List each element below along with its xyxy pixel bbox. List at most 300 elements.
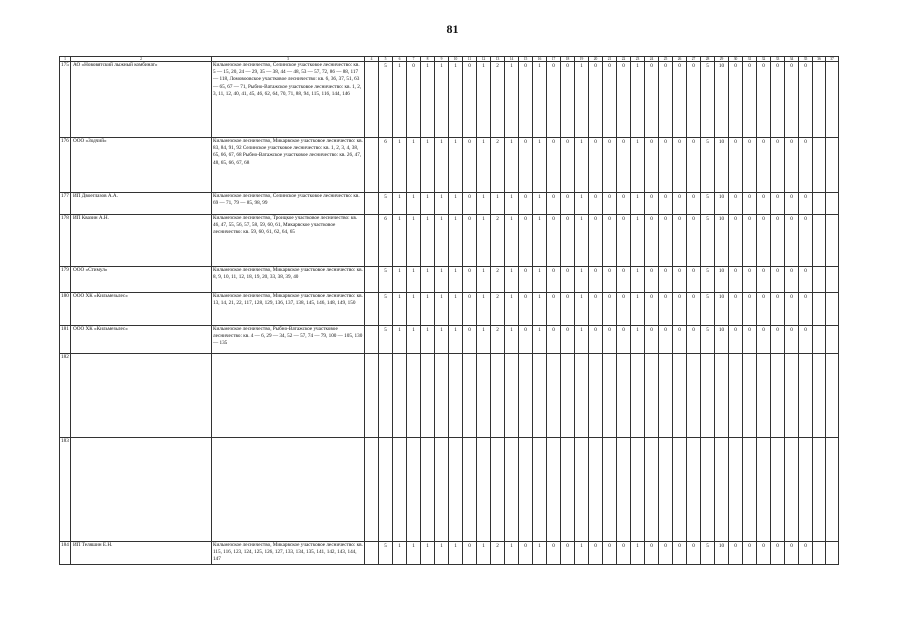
column-header: 25: [659, 57, 673, 62]
value-text: 0: [664, 194, 667, 200]
value-text: 0: [622, 194, 625, 200]
value-cell: [603, 293, 617, 326]
value-text: 0: [734, 294, 737, 300]
value-cell: [771, 138, 785, 193]
value-text: 1: [636, 543, 639, 549]
value-cell: [491, 542, 505, 565]
value-text: 0: [524, 294, 527, 300]
value-cell: [519, 326, 533, 354]
value-text: 1: [398, 194, 401, 200]
value-text: 0: [692, 327, 695, 333]
value-text: 0: [650, 543, 653, 549]
value-text: 5: [384, 268, 387, 274]
value-text: 0: [776, 139, 779, 145]
value-cell: [449, 438, 463, 542]
value-cell: [757, 267, 771, 293]
value-text: 1: [538, 194, 541, 200]
value-text: 0: [566, 194, 569, 200]
value-cell: [519, 438, 533, 542]
value-text: 1: [636, 139, 639, 145]
column-header: 34: [785, 57, 799, 62]
value-cell: [715, 354, 729, 438]
value-cell: [449, 293, 463, 326]
value-cell: [771, 354, 785, 438]
value-text: 0: [762, 139, 765, 145]
value-text: 1: [426, 63, 429, 69]
registry-table: [59, 56, 839, 565]
value-text: 0: [552, 327, 555, 333]
value-text: 1: [580, 216, 583, 222]
value-text: 0: [468, 216, 471, 222]
value-cell: [701, 542, 715, 565]
value-text: 6: [384, 139, 387, 145]
value-cell: [771, 215, 785, 267]
value-text: 1: [636, 294, 639, 300]
value-text: 1: [580, 63, 583, 69]
value-cell: [463, 293, 477, 326]
value-cell: [533, 438, 547, 542]
value-text: 1: [454, 139, 457, 145]
value-text: 2: [496, 294, 499, 300]
value-text: 0: [650, 139, 653, 145]
value-text: 5: [706, 294, 709, 300]
value-text: 0: [412, 63, 415, 69]
value-cell: [771, 326, 785, 354]
value-cell: [673, 62, 687, 138]
value-cell: [729, 542, 743, 565]
value-cell: [421, 193, 435, 215]
value-text: 0: [790, 194, 793, 200]
value-cell: [589, 193, 603, 215]
column-header: 15: [519, 57, 533, 62]
value-text: 0: [762, 268, 765, 274]
value-cell: [617, 62, 631, 138]
page-number: 81: [446, 22, 459, 36]
value-cell: [826, 215, 839, 267]
value-cell: [715, 438, 729, 542]
value-text: 2: [496, 327, 499, 333]
row-number: 184: [60, 542, 71, 565]
value-cell: [771, 267, 785, 293]
value-cell: [421, 215, 435, 267]
value-cell: [407, 138, 421, 193]
value-cell: [603, 326, 617, 354]
value-text: 1: [454, 216, 457, 222]
value-cell: [799, 193, 813, 215]
value-text: 0: [622, 139, 625, 145]
value-cell: [659, 267, 673, 293]
column-header: 8: [421, 57, 435, 62]
value-text: 0: [594, 294, 597, 300]
organization-name: ИП Двоеглазов А.А.: [71, 193, 212, 215]
value-text: 1: [510, 63, 513, 69]
value-text: 1: [398, 216, 401, 222]
value-text: 0: [692, 63, 695, 69]
value-text: 0: [608, 294, 611, 300]
value-text: 1: [538, 294, 541, 300]
value-cell: [603, 215, 617, 267]
value-text: 0: [650, 327, 653, 333]
organization-name: ИП Квазин А.Н.: [71, 215, 212, 267]
value-cell: [519, 267, 533, 293]
value-cell: [617, 438, 631, 542]
value-text: 0: [748, 268, 751, 274]
value-cell: [603, 62, 617, 138]
value-text: 0: [664, 63, 667, 69]
value-text: 1: [440, 139, 443, 145]
column-header: 20: [589, 57, 603, 62]
value-text: 1: [454, 327, 457, 333]
row-number: 181: [60, 326, 71, 354]
value-cell: [407, 542, 421, 565]
value-cell: [435, 542, 449, 565]
value-text: 1: [440, 194, 443, 200]
value-cell: [463, 193, 477, 215]
value-text: 0: [734, 327, 737, 333]
value-cell: [631, 326, 645, 354]
value-cell: [617, 293, 631, 326]
value-cell: [673, 193, 687, 215]
value-cell: [421, 438, 435, 542]
value-cell: [533, 215, 547, 267]
value-text: 1: [510, 194, 513, 200]
value-cell: [505, 267, 519, 293]
value-text: 0: [790, 543, 793, 549]
value-text: 0: [608, 268, 611, 274]
value-text: 5: [384, 294, 387, 300]
value-text: 0: [762, 543, 765, 549]
value-text: 1: [440, 327, 443, 333]
value-cell: [659, 354, 673, 438]
value-cell: [477, 326, 491, 354]
value-cell: [826, 138, 839, 193]
value-cell: [771, 542, 785, 565]
value-cell: [826, 438, 839, 542]
value-text: 5: [706, 543, 709, 549]
value-cell: [645, 354, 659, 438]
value-text: 1: [454, 194, 457, 200]
value-text: 0: [566, 268, 569, 274]
value-cell: [813, 215, 826, 267]
value-text: 0: [566, 139, 569, 145]
forestry-description: [212, 354, 365, 438]
column-header: 19: [575, 57, 589, 62]
value-cell: [813, 193, 826, 215]
value-text: 1: [580, 543, 583, 549]
value-cell: [785, 215, 799, 267]
value-text: 0: [524, 63, 527, 69]
value-text: 0: [748, 294, 751, 300]
value-cell: [785, 542, 799, 565]
value-text: 0: [762, 294, 765, 300]
value-cell: [533, 62, 547, 138]
value-cell: [799, 542, 813, 565]
value-cell: [491, 438, 505, 542]
column-header: 14: [505, 57, 519, 62]
value-cell: [617, 215, 631, 267]
column-header: 28: [701, 57, 715, 62]
value-text: 1: [426, 327, 429, 333]
value-cell: [785, 193, 799, 215]
value-cell: [435, 354, 449, 438]
value-text: 10: [718, 294, 725, 300]
value-cell: [575, 293, 589, 326]
value-cell: [365, 438, 379, 542]
value-text: 1: [482, 294, 485, 300]
value-text: 1: [538, 268, 541, 274]
value-cell: [799, 326, 813, 354]
value-text: 0: [804, 543, 807, 549]
value-cell: [687, 193, 701, 215]
value-cell: [505, 215, 519, 267]
value-text: 5: [706, 194, 709, 200]
value-text: 5: [706, 327, 709, 333]
value-text: 0: [790, 294, 793, 300]
value-cell: [393, 215, 407, 267]
value-cell: [519, 62, 533, 138]
value-cell: [715, 215, 729, 267]
column-header: 17: [547, 57, 561, 62]
value-text: 0: [748, 543, 751, 549]
organization-name: ООО «Зодчий»: [71, 138, 212, 193]
value-text: 1: [538, 543, 541, 549]
value-text: 0: [804, 268, 807, 274]
value-cell: [421, 354, 435, 438]
value-text: 0: [776, 543, 779, 549]
value-cell: [687, 267, 701, 293]
value-cell: [813, 438, 826, 542]
value-text: 0: [664, 294, 667, 300]
forestry-description: Кильмезское лесничество, Микарвское участковое лесничество: кв. 13, 14, 21, 22, 117, 128, 129, 136, 137, 138, 145, 146, 148, 149, 150: [212, 293, 365, 326]
registry-table-container: [59, 56, 838, 563]
column-header: 4: [365, 57, 379, 62]
value-text: 1: [482, 194, 485, 200]
column-header: 32: [757, 57, 771, 62]
value-cell: [799, 215, 813, 267]
value-text: 1: [482, 268, 485, 274]
value-text: 1: [426, 294, 429, 300]
value-cell: [519, 293, 533, 326]
value-cell: [505, 438, 519, 542]
value-cell: [826, 293, 839, 326]
value-cell: [799, 438, 813, 542]
value-cell: [449, 62, 463, 138]
value-text: 1: [412, 268, 415, 274]
value-cell: [519, 193, 533, 215]
value-cell: [715, 293, 729, 326]
value-text: 0: [804, 194, 807, 200]
forestry-description: Кильмезское лесничество, Микарвское участковое лесничество: кв. 83, 84, 91, 92 Селинское участковое лесничество: кв. 1, 2, 3, 4, 38, 65, 66, 67, 68 Рыбно-Ватажское участковое лесничество: кв. 26, 47, 48, 65, 66, 67, 68: [212, 138, 365, 193]
value-text: 5: [706, 216, 709, 222]
value-text: 0: [790, 327, 793, 333]
value-text: 0: [762, 63, 765, 69]
value-cell: [379, 267, 393, 293]
value-text: 0: [566, 327, 569, 333]
value-text: 2: [496, 268, 499, 274]
value-cell: [701, 438, 715, 542]
value-text: 0: [594, 216, 597, 222]
value-text: 0: [594, 268, 597, 274]
value-cell: [491, 62, 505, 138]
table-row: [60, 193, 839, 215]
value-text: 0: [622, 543, 625, 549]
value-text: 5: [706, 268, 709, 274]
column-header: 22: [617, 57, 631, 62]
value-text: 0: [468, 543, 471, 549]
column-header: 23: [631, 57, 645, 62]
value-text: 0: [524, 543, 527, 549]
value-cell: [785, 326, 799, 354]
value-cell: [743, 293, 757, 326]
value-cell: [813, 138, 826, 193]
value-text: 10: [718, 139, 725, 145]
value-text: 1: [454, 543, 457, 549]
value-cell: [715, 138, 729, 193]
value-text: 0: [594, 63, 597, 69]
value-cell: [673, 267, 687, 293]
value-cell: [659, 138, 673, 193]
value-text: 0: [678, 63, 681, 69]
value-text: 0: [692, 216, 695, 222]
value-cell: [757, 193, 771, 215]
value-cell: [449, 267, 463, 293]
value-cell: [421, 293, 435, 326]
value-cell: [393, 438, 407, 542]
value-text: 0: [748, 327, 751, 333]
value-cell: [715, 267, 729, 293]
value-cell: [589, 542, 603, 565]
value-cell: [729, 193, 743, 215]
value-cell: [799, 138, 813, 193]
value-cell: [505, 354, 519, 438]
value-cell: [645, 138, 659, 193]
value-cell: [365, 138, 379, 193]
value-text: 0: [608, 543, 611, 549]
value-cell: [393, 542, 407, 565]
value-cell: [435, 267, 449, 293]
value-text: 5: [384, 63, 387, 69]
value-cell: [393, 267, 407, 293]
value-cell: [603, 138, 617, 193]
value-cell: [799, 267, 813, 293]
value-cell: [407, 354, 421, 438]
value-cell: [365, 326, 379, 354]
value-text: 1: [510, 139, 513, 145]
value-cell: [477, 193, 491, 215]
value-cell: [407, 293, 421, 326]
value-text: 1: [482, 216, 485, 222]
organization-name: ООО ХК «Кильмезьлес»: [71, 293, 212, 326]
column-header: 9: [435, 57, 449, 62]
value-cell: [757, 215, 771, 267]
value-text: 0: [622, 216, 625, 222]
value-text: 0: [734, 194, 737, 200]
value-cell: [491, 215, 505, 267]
value-text: 2: [496, 139, 499, 145]
value-cell: [435, 62, 449, 138]
value-text: 0: [566, 294, 569, 300]
value-cell: [435, 326, 449, 354]
value-cell: [407, 326, 421, 354]
value-text: 10: [718, 268, 725, 274]
value-cell: [463, 215, 477, 267]
value-text: 0: [748, 139, 751, 145]
value-text: 5: [706, 139, 709, 145]
value-text: 1: [440, 216, 443, 222]
value-cell: [575, 215, 589, 267]
value-cell: [771, 193, 785, 215]
value-cell: [785, 62, 799, 138]
column-header: 10: [449, 57, 463, 62]
value-cell: [365, 215, 379, 267]
value-cell: [729, 293, 743, 326]
value-text: 0: [468, 63, 471, 69]
value-cell: [631, 215, 645, 267]
value-text: 1: [398, 543, 401, 549]
value-cell: [617, 193, 631, 215]
value-cell: [673, 326, 687, 354]
value-cell: [379, 438, 393, 542]
value-cell: [575, 438, 589, 542]
value-cell: [393, 138, 407, 193]
value-cell: [757, 62, 771, 138]
value-cell: [407, 193, 421, 215]
value-cell: [547, 354, 561, 438]
column-header: 12: [477, 57, 491, 62]
value-cell: [785, 138, 799, 193]
value-cell: [729, 138, 743, 193]
row-number: 178: [60, 215, 71, 267]
value-text: 5: [706, 63, 709, 69]
value-cell: [603, 354, 617, 438]
value-cell: [533, 138, 547, 193]
value-cell: [631, 438, 645, 542]
value-cell: [687, 293, 701, 326]
value-text: 0: [650, 294, 653, 300]
column-header: 36: [813, 57, 826, 62]
value-cell: [617, 326, 631, 354]
value-cell: [561, 193, 575, 215]
value-cell: [673, 542, 687, 565]
value-text: 1: [636, 268, 639, 274]
value-cell: [477, 138, 491, 193]
row-number: 182: [60, 354, 71, 438]
value-text: 1: [580, 327, 583, 333]
value-cell: [561, 138, 575, 193]
value-cell: [701, 293, 715, 326]
value-text: 0: [692, 543, 695, 549]
column-header: 35: [799, 57, 813, 62]
value-text: 1: [580, 194, 583, 200]
value-cell: [757, 293, 771, 326]
value-cell: [659, 326, 673, 354]
value-cell: [826, 193, 839, 215]
value-cell: [449, 215, 463, 267]
value-text: 0: [762, 216, 765, 222]
column-header: 18: [561, 57, 575, 62]
value-cell: [561, 267, 575, 293]
value-text: 1: [636, 327, 639, 333]
value-cell: [561, 215, 575, 267]
value-text: 0: [524, 327, 527, 333]
value-cell: [561, 354, 575, 438]
value-cell: [477, 215, 491, 267]
value-text: 1: [426, 139, 429, 145]
value-cell: [813, 267, 826, 293]
value-cell: [421, 267, 435, 293]
value-cell: [561, 293, 575, 326]
value-cell: [519, 215, 533, 267]
